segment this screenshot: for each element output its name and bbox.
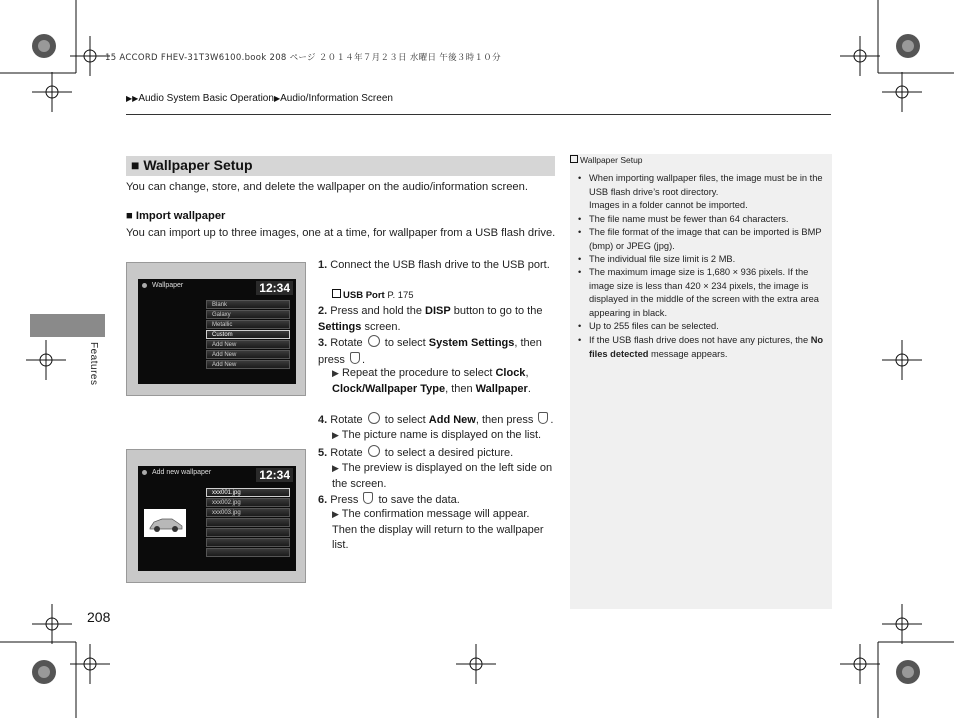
lcd-title: Wallpaper <box>152 282 184 289</box>
note-text: When importing wallpaper files, the image must be in the USB flash drive’s root directory. <box>589 173 823 197</box>
lcd-clock: 12:34 <box>256 281 293 295</box>
step-bold: Clock/Wallpaper Type <box>332 382 446 395</box>
step-bold: Settings <box>318 320 362 333</box>
note-item <box>578 172 828 213</box>
step-2 <box>318 304 556 335</box>
note-text <box>578 334 828 361</box>
step-text: . <box>550 414 554 426</box>
sub-arrow-icon: ▶ <box>332 509 339 519</box>
step-text: , then press <box>318 337 542 366</box>
step-1-ref[interactable] <box>332 288 414 304</box>
section-title <box>131 157 253 173</box>
step-text: The preview is displayed on the left side on the screen. <box>332 462 553 490</box>
screen-wallpaper <box>126 262 306 396</box>
step-4 <box>318 412 558 429</box>
bullet: • <box>578 267 582 277</box>
breadcrumb-arrow-icon: ▶ <box>273 94 281 103</box>
ref-page: P. 175 <box>387 290 414 301</box>
step-text: to save the data. <box>375 494 460 506</box>
list-item[interactable]: Add New <box>206 340 290 349</box>
step-text: Rotate <box>330 447 366 459</box>
note-text: Images in a folder cannot be imported. <box>589 200 748 210</box>
note-text: Up to 255 files can be selected. <box>589 321 719 331</box>
note-text: The individual file size limit is 2 MB. <box>589 254 736 264</box>
sidebar-tab <box>30 314 105 337</box>
dial-icon <box>368 412 380 424</box>
breadcrumb <box>126 93 393 104</box>
menu-icon <box>142 470 147 475</box>
bullet: • <box>578 321 582 331</box>
step-bold: Add New <box>428 414 476 426</box>
step-number: 2. <box>318 305 328 317</box>
step-1 <box>318 258 554 274</box>
note-text: The file name must be fewer than 64 characters. <box>589 214 789 224</box>
step-text: Connect the USB flash drive to the USB port. <box>330 259 550 271</box>
empty-item <box>206 518 290 527</box>
file-item[interactable]: xxx003.jpg <box>206 508 290 517</box>
step-text: Rotate <box>330 337 366 349</box>
note-bold: No files detected <box>589 335 824 359</box>
note-text-part: message appears. <box>648 348 728 359</box>
step-text: button to go to the <box>450 305 543 317</box>
sub-arrow-icon: ▶ <box>332 463 339 473</box>
sidebar-label: Features <box>88 342 99 386</box>
subsection-text: You can import up to three images, one at a time, for wallpaper from a USB flash drive. <box>126 227 556 239</box>
note-item <box>578 226 828 253</box>
step-text: to select a desired picture. <box>381 447 514 459</box>
note-item <box>578 266 828 320</box>
note-item <box>578 334 828 361</box>
step-text: screen. <box>361 320 401 333</box>
menu-icon <box>142 283 147 288</box>
reference-arrow-icon <box>332 289 341 298</box>
lcd-clock: 12:34 <box>256 468 293 482</box>
notes-heading-text: Wallpaper Setup <box>580 155 643 165</box>
bullet: • <box>578 173 582 183</box>
print-header: 15 ACCORD FHEV-31T3W6100.book 208 ページ ２０１４年７月２３日 水曜日 午後３時１０分 <box>105 53 501 63</box>
note-item <box>578 320 828 334</box>
dial-icon <box>368 335 380 347</box>
list-item[interactable]: Add New <box>206 350 290 359</box>
press-icon <box>363 492 373 504</box>
breadcrumb-part1[interactable]: Audio System Basic Operation <box>138 93 274 104</box>
list-item[interactable]: Metallic <box>206 320 290 329</box>
step-5-sub <box>332 461 556 492</box>
bullet: • <box>578 227 582 237</box>
empty-item <box>206 548 290 557</box>
step-text: to select <box>381 337 429 349</box>
step-6-sub <box>332 507 556 554</box>
list-item-selected[interactable]: Custom <box>206 330 290 339</box>
step-text: Rotate <box>330 414 366 426</box>
press-icon <box>538 412 548 424</box>
step-number: 4. <box>318 414 328 426</box>
header-rule <box>126 114 831 115</box>
lcd-title: Add new wallpaper <box>152 469 212 476</box>
empty-item <box>206 538 290 547</box>
step-text: The confirmation message will appear. Then the display will return to the wallpaper list. <box>332 508 544 551</box>
lcd-wallpaper <box>138 279 296 384</box>
note-item <box>578 213 828 227</box>
step-text: , then <box>445 382 476 395</box>
subsection-marker: ■ <box>126 210 133 222</box>
file-item-selected[interactable]: xxx001.jpg <box>206 488 290 497</box>
bullet: • <box>578 254 582 264</box>
subsection-title-text: Import wallpaper <box>135 210 226 222</box>
intro-text: You can change, store, and delete the wallpaper on the audio/information screen. <box>126 181 528 193</box>
dial-icon <box>368 445 380 457</box>
section-marker: ■ <box>131 157 140 173</box>
step-number: 5. <box>318 447 328 459</box>
step-bold: System Settings <box>428 337 515 349</box>
step-number: 3. <box>318 337 328 349</box>
empty-item <box>206 528 290 537</box>
note-item <box>578 253 828 267</box>
note-marker-icon <box>570 155 578 163</box>
step-text: , then press <box>475 414 537 426</box>
step-3-sub <box>332 366 556 397</box>
page-number: 208 <box>87 609 111 625</box>
step-text: . <box>361 353 366 366</box>
breadcrumb-arrow-icon: ▶▶ <box>126 94 139 103</box>
breadcrumb-part2[interactable]: Audio/Information Screen <box>280 93 393 104</box>
step-text: The picture name is displayed on the list. <box>341 429 542 441</box>
file-item[interactable]: xxx002.jpg <box>206 498 290 507</box>
step-4-sub <box>332 428 556 444</box>
ref-label: USB Port <box>343 290 385 301</box>
list-item[interactable]: Add New <box>206 360 290 369</box>
bullet: • <box>578 214 582 224</box>
step-text: Repeat the procedure to select <box>341 367 496 379</box>
preview-car-icon <box>144 509 186 537</box>
note-text-part: If the USB flash drive does not have any pictures, the <box>589 335 811 345</box>
step-3 <box>318 335 556 368</box>
sub-arrow-icon: ▶ <box>332 368 339 378</box>
step-bold: Wallpaper <box>475 382 528 395</box>
step-5 <box>318 445 556 462</box>
step-number: 1. <box>318 259 328 271</box>
step-text: Press <box>330 494 362 506</box>
sub-arrow-icon: ▶ <box>332 430 339 440</box>
step-bold: Clock <box>495 367 526 379</box>
step-text: . <box>527 382 531 395</box>
step-number: 6. <box>318 494 328 506</box>
notes-heading <box>570 155 643 165</box>
bullet: • <box>578 335 582 345</box>
lcd-add-wallpaper <box>138 466 296 571</box>
note-text: The file format of the image that can be imported is BMP (bmp) or JPEG (jpg). <box>589 227 822 251</box>
note-text: The maximum image size is 1,680 × 936 pixels. If the image size is less than 420 × 234 pixels, the image is displayed in the middle of the screen with the extra area appearing in black. <box>589 267 819 318</box>
list-item[interactable]: Blank <box>206 300 290 309</box>
press-icon <box>350 352 360 364</box>
screen-add-wallpaper <box>126 449 306 583</box>
step-bold: DISP <box>425 305 451 317</box>
subsection-title <box>126 210 225 222</box>
step-text: Press and hold the <box>330 305 426 317</box>
section-title-text: Wallpaper Setup <box>143 157 253 173</box>
step-text: to select <box>381 414 429 426</box>
step-text: , <box>525 367 529 379</box>
list-item[interactable]: Galaxy <box>206 310 290 319</box>
